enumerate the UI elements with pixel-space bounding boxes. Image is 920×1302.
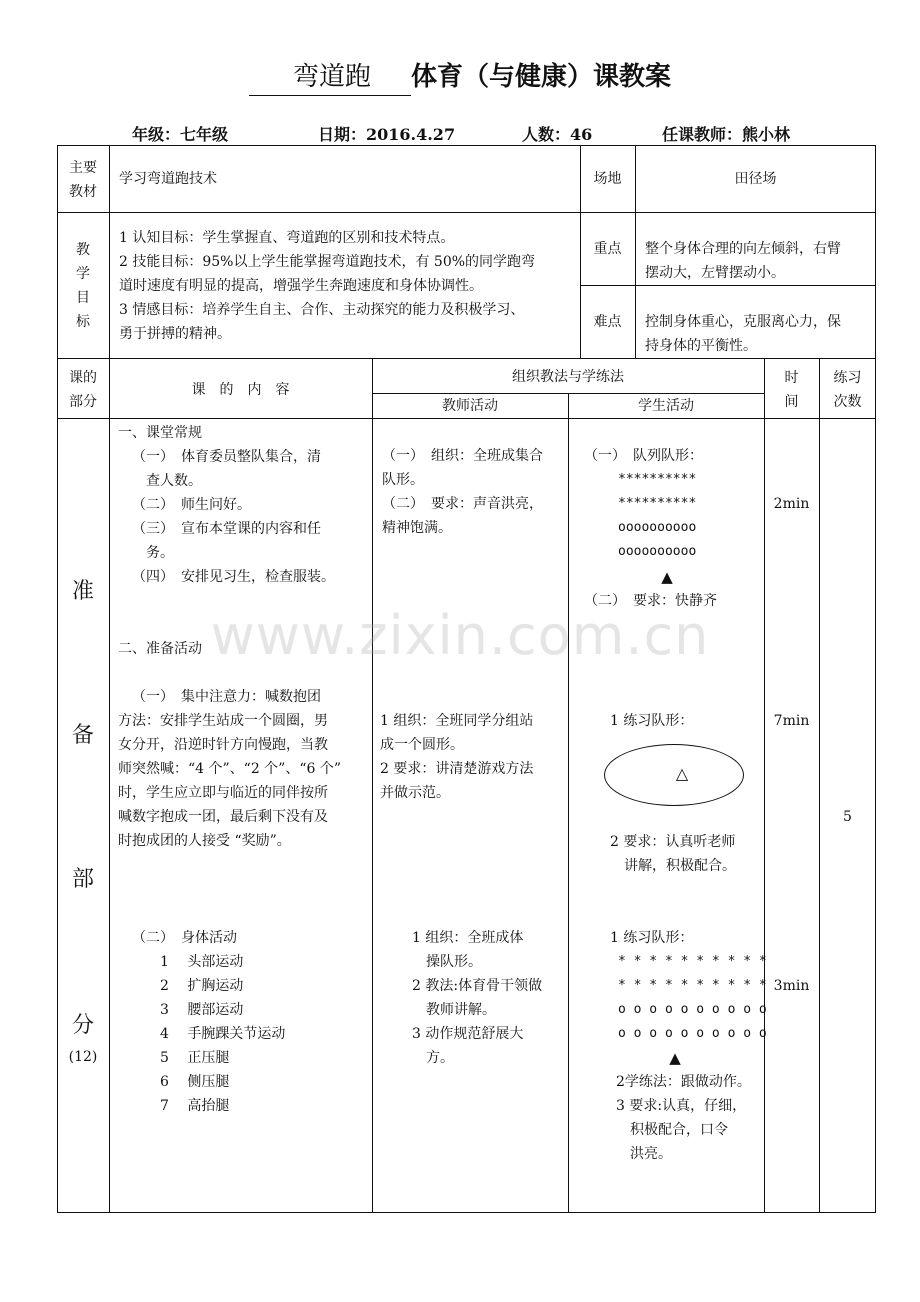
formation-2: * * * * * * * * * * * * * * * * * * * * o o o o o o o o o o o o o o o o o o o o <box>618 954 767 1041</box>
date: 日期：2016.4.27 <box>318 125 456 144</box>
main-material-label: 主要 教材 <box>69 160 97 200</box>
goals-label: 教 学 目 标 <box>76 242 90 330</box>
student-formation-title: （一） 队列队形： <box>584 448 703 464</box>
venue-label: 场地 <box>593 171 622 187</box>
main-title: 体育（与健康）课教案 <box>411 62 672 92</box>
key-point: 整个身体合理的向左倾斜，右臂 摆动大，左臂摆动小。 <box>645 241 841 281</box>
teacher-mark-1: ▲ <box>661 568 673 586</box>
teacher-routine: （一） 组织：全班成集合 队形。 （二） 要求：声音洪亮， 精神饱满。 <box>382 448 543 536</box>
key-point-label: 重点 <box>593 241 622 257</box>
grade: 年级：七年级 <box>132 125 229 144</box>
watermark: www.zixin.com.cn <box>210 604 710 667</box>
col-time: 时 间 <box>784 370 799 410</box>
content-game: （一） 集中注意力：喊数抱团 方法：安排学生站成一个圆圈，男 女分开，沿逆时针方向慢跑，当教 师突然喊：“4 个”、“2 个”、“6 个” 时，学生应立即与临近的同伴按所 喊数字抱成一团，最后剩下没有及 时抱成团的人接受 “奖励”。 <box>118 689 342 849</box>
part-char-4: 分 <box>71 1013 94 1038</box>
col-teacher: 教师活动 <box>442 398 498 414</box>
col-content: 课 的 内 容 <box>191 382 290 398</box>
main-material: 学习弯道跑技术 <box>119 171 217 187</box>
teacher-game: 1 组织：全班同学分组站 成一个圆形。 2 要求：讲清楚游戏方法 并做示范。 <box>380 713 534 801</box>
col-student: 学生活动 <box>638 398 694 414</box>
col-method: 组织教法与学练法 <box>512 369 624 385</box>
difficulty: 控制身体重心，克服离心力，保 持身体的平衡性。 <box>645 314 841 354</box>
teacher-name: 任课教师：熊小林 <box>662 125 791 144</box>
student-exercise-formation: 1 练习队形： <box>610 930 694 946</box>
teacher-mark-2: ▲ <box>669 1049 681 1067</box>
center-mark: △ <box>675 764 689 783</box>
col-part: 课的 部分 <box>69 370 97 410</box>
content-routine: 一、课堂常规 （一） 体育委员整队集合，清 查人数。 （二） 师生问好。 （三） 宣布本堂课的内容和任 务。 （四） 安排见习生，检查服装。 <box>118 425 335 585</box>
page-title <box>0 56 920 96</box>
part-char-2: 备 <box>71 723 94 748</box>
venue: 田径场 <box>734 171 777 187</box>
reps-1: 5 <box>843 809 852 825</box>
content-exercises: （二） 身体活动 1 头部运动 2 扩胸运动 3 腰部运动 4 手腕踝关节运动 5 正压腿 6 侧压腿 7 高抬腿 <box>132 930 286 1114</box>
part-char-3: 部 <box>71 867 94 892</box>
part-minutes: (12) <box>68 1049 98 1065</box>
student-game-requirement: 2 要求：认真听老师 讲解，积极配合。 <box>610 834 736 874</box>
content-warmup-title: 二、准备活动 <box>118 641 202 657</box>
time-2: 7min <box>773 713 810 729</box>
student-requirement-1: （二） 要求：快静齐 <box>584 593 717 609</box>
part-char-1: 准 <box>71 579 94 604</box>
col-reps: 练习 次数 <box>833 370 862 410</box>
student-exercise-requirement: 2学练法：跟做动作。 3 要求:认真，仔细， 积极配合，口令 洪亮。 <box>616 1074 751 1162</box>
goals-text: 1 认知目标：学生掌握直、弯道跑的区别和技术特点。 2 技能目标：95%以上学生能掌握弯道跑技术，有 50%的同学跑弯 道时速度有明显的提高，增强学生奔跑速度和身体协调性。 3 情感目标：培养学生自主、合作、主动探究的能力及积极学习、 勇于拼搏的精神。 <box>119 230 536 342</box>
time-3: 3min <box>773 978 810 994</box>
formation-1: ********** ********** oooooooooo oooooooooo <box>618 472 697 559</box>
difficulty-label: 难点 <box>593 314 622 330</box>
student-game-formation: 1 练习队形： <box>610 713 694 729</box>
lesson-topic: 弯道跑 <box>249 56 411 96</box>
student-count: 人数：46 <box>522 125 593 144</box>
teacher-exercises: 1 组织：全班成体 操队形。 2 教法:体育骨干领做 教师讲解。 3 动作规范舒展大 方。 <box>412 930 543 1066</box>
time-1: 2min <box>773 496 810 512</box>
